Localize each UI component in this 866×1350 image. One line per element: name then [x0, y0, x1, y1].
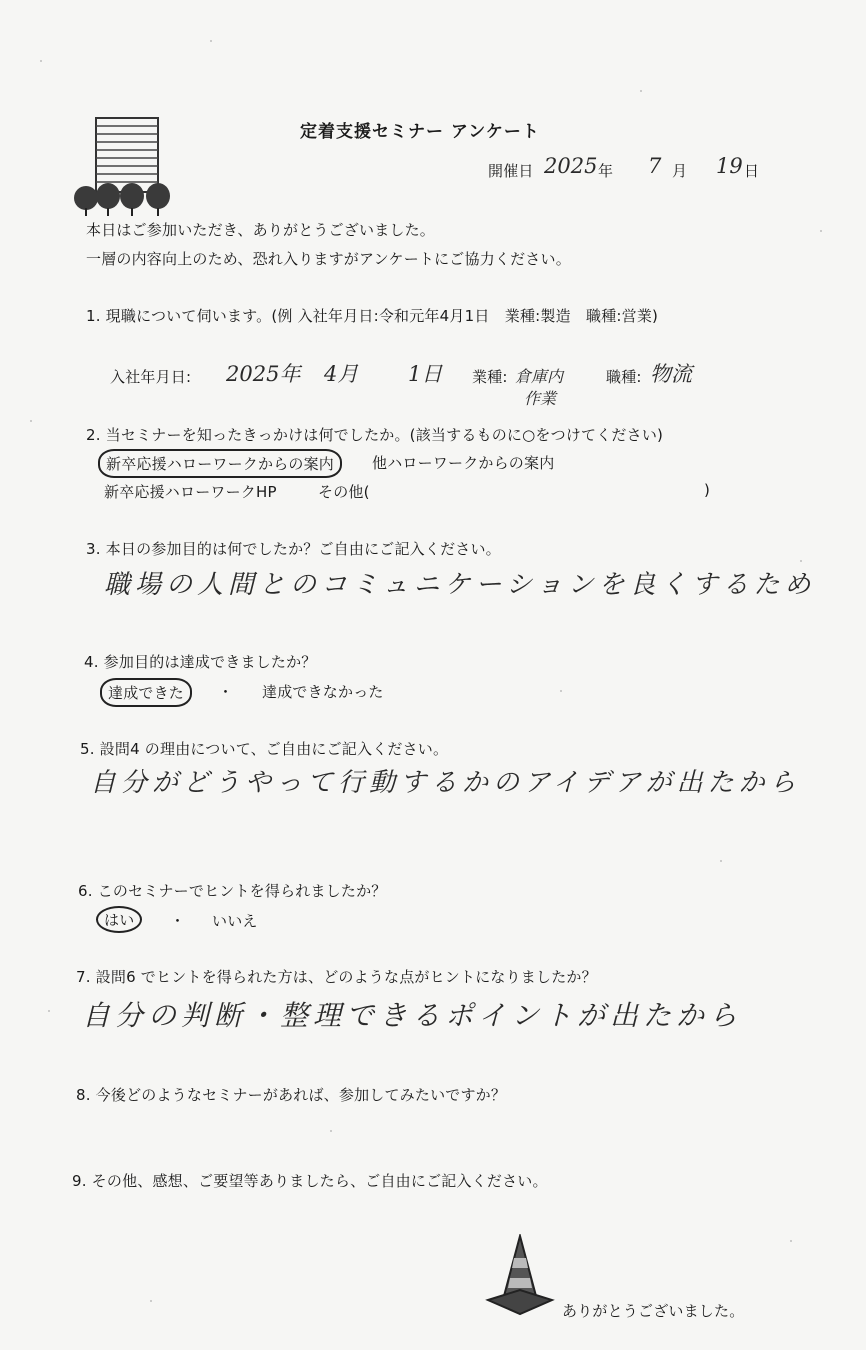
q5-question: 5. 設問4 の理由について、ご自由にご記入ください。: [80, 740, 449, 758]
q1-hire-month: 4月: [324, 362, 359, 386]
q1-industry-label: 業種:: [472, 368, 508, 386]
intro-line-2: 一層の内容向上のため、恐れ入りますがアンケートにご協力ください。: [86, 250, 571, 268]
scan-speck: [48, 1010, 50, 1012]
q1-question: 1. 現職について伺います。(例 入社年月日:令和元年4月1日 業種:製造 職種:営業): [86, 307, 659, 325]
scan-speck: [820, 230, 822, 232]
page-title: 定着支援セミナー アンケート: [300, 122, 540, 142]
q3-answer: 職場の人間とのコミュニケーションを良くするため: [104, 570, 816, 600]
q1-industry-value-2: 作業: [524, 389, 557, 408]
q2-option-3: 新卒応援ハローワークHP: [104, 483, 277, 501]
scan-speck: [150, 1300, 152, 1302]
q6-separator: ・: [170, 912, 186, 930]
date-day-unit: 日: [744, 162, 760, 180]
scan-speck: [330, 1130, 332, 1132]
date-year: 2025: [544, 154, 598, 178]
q2-question: 2. 当セミナーを知ったきっかけは何でしたか。(該当するものに○をつけてください): [86, 426, 664, 444]
q8-question: 8. 今後どのようなセミナーがあれば、参加してみたいですか？: [76, 1086, 507, 1104]
date-label: 開催日: [488, 162, 534, 180]
scan-speck: [40, 60, 42, 62]
scan-speck: [800, 560, 802, 562]
q4-separator: ・: [218, 683, 234, 701]
q1-hire-day: 1日: [408, 362, 443, 386]
cone-illustration: [484, 1234, 556, 1316]
date-month: 7: [648, 154, 662, 178]
scan-speck: [640, 90, 642, 92]
q7-answer: 自分の判断・整理できるポイントが出たから: [82, 999, 743, 1032]
building-illustration: [72, 112, 182, 218]
q2-option-2: 他ハローワークからの案内: [372, 454, 555, 472]
q6-question: 6. このセミナーでヒントを得られましたか？: [78, 882, 387, 900]
q4-option-yes-circled: 達成できた: [100, 678, 192, 707]
q1-job-value: 物流: [650, 362, 692, 386]
q4-option-no: 達成できなかった: [262, 683, 384, 701]
scan-speck: [30, 420, 32, 422]
q1-hire-label: 入社年月日:: [110, 368, 192, 386]
q5-answer: 自分がどうやって行動するかのアイデアが出たから: [90, 768, 801, 798]
q1-industry-value: 倉庫内: [515, 367, 564, 386]
scan-speck: [720, 860, 722, 862]
q1-job-label: 職種:: [606, 368, 642, 386]
q7-question: 7. 設問6 でヒントを得られた方は、どのような点がヒントになりましたか？: [76, 968, 597, 986]
date-day: 19: [716, 154, 743, 178]
q3-question: 3. 本日の参加目的は何でしたか？ご自由にご記入ください。: [86, 540, 501, 558]
q2-option-1-circled: 新卒応援ハローワークからの案内: [98, 449, 342, 478]
scan-speck: [560, 690, 562, 692]
scan-speck: [210, 40, 212, 42]
footer-thanks: ありがとうございました。: [562, 1302, 745, 1320]
date-month-unit: 月: [672, 162, 688, 180]
q6-option-no: いいえ: [212, 912, 258, 930]
q9-question: 9. その他、感想、ご要望等ありましたら、ご自由にご記入ください。: [72, 1172, 548, 1190]
q2-option-4: その他(: [318, 483, 370, 501]
q1-hire-year: 2025年: [226, 362, 301, 386]
q4-question: 4. 参加目的は達成できましたか？: [84, 653, 317, 671]
q6-option-yes-circled: はい: [96, 906, 142, 933]
q2-option-4-close: ): [704, 481, 711, 499]
scan-speck: [790, 1240, 792, 1242]
intro-line-1: 本日はご参加いただき、ありがとうございました。: [86, 221, 436, 239]
date-year-unit: 年: [598, 162, 614, 180]
